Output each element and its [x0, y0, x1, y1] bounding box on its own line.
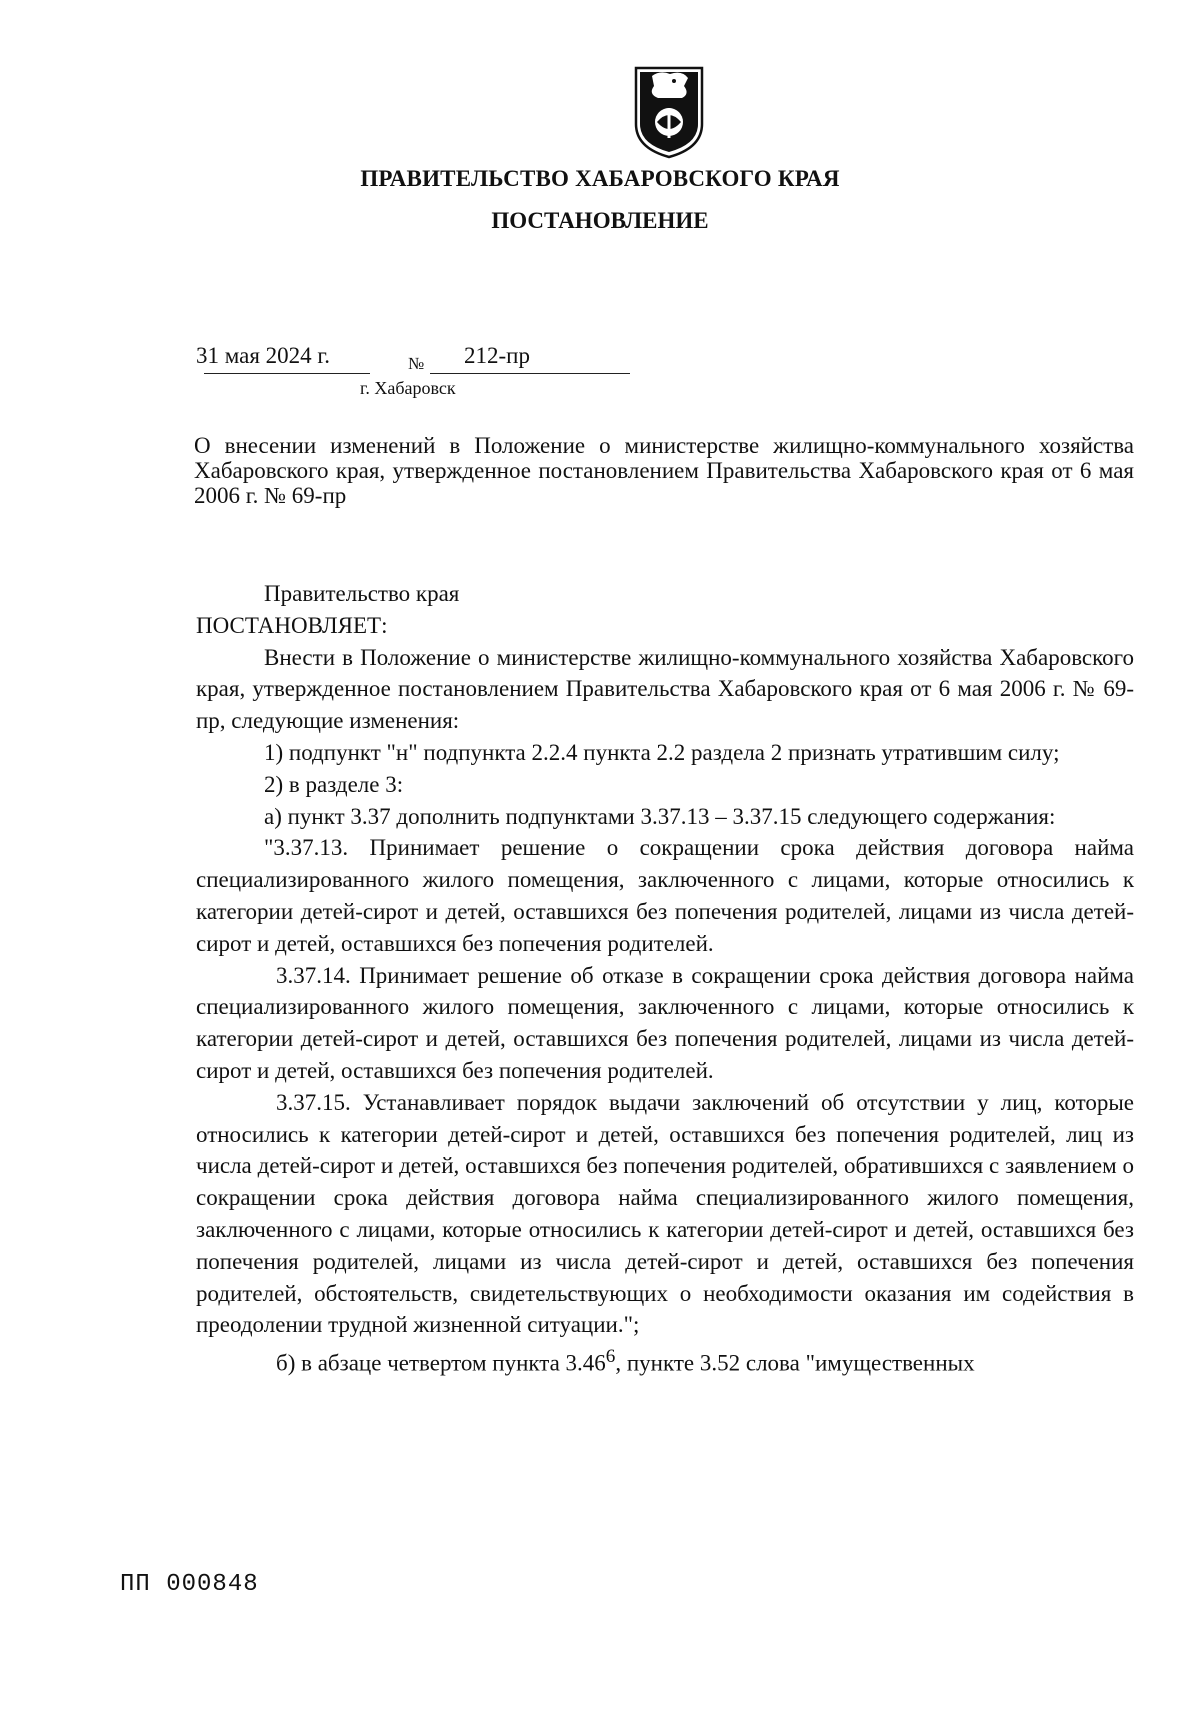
item-2: 2) в разделе 3: — [264, 771, 404, 797]
main-paragraph: Внести в Положение о министерстве жилищно-коммунального хозяйства Хабаровского края, утвержденное постановлением Правительства Хабаровского края от 6 мая 2006 г. № 69-пр, следующие изменения: — [196, 644, 1134, 734]
khabarovsk-krai-coat-of-arms-icon — [630, 64, 708, 160]
item-1: 1) подпункт "н" подпункта 2.2.4 пункта 2.2 раздела 2 признать утратившим силу; — [264, 739, 1060, 765]
item-2b-end: , пункте 3.52 слова "имущественных — [615, 1350, 975, 1376]
document-body — [196, 578, 1134, 1380]
number-underline — [430, 373, 630, 374]
item-2b-superscript: 6 — [605, 1346, 616, 1368]
document-subject: О внесении изменений в Положение о министерстве жилищно-коммунального хозяйства Хабаровского края, утвержденное постановлением Правительства Хабаровского края от 6 мая 2006 г. № 69-пр — [194, 433, 1134, 508]
document-number: 212-пр — [464, 343, 530, 368]
document-kind: ПОСТАНОВЛЕНИЕ — [491, 208, 709, 233]
number-sign: № — [408, 354, 425, 373]
intro-line: Правительство края — [264, 581, 460, 606]
document-city: г. Хабаровск — [360, 378, 456, 398]
form-code: ПП 000848 — [120, 1571, 259, 1598]
document-date: 31 мая 2024 г. — [196, 343, 331, 368]
date-underline — [204, 373, 370, 374]
government-title: ПРАВИТЕЛЬСТВО ХАБАРОВСКОГО КРАЯ — [360, 166, 840, 191]
item-2b-start: б) в абзаце четвертом пункта 3.46 — [276, 1350, 606, 1376]
subitem-3-37-13: "3.37.13. Принимает решение о сокращении срока действия договора найма специализированного жилого помещения, заключенного с лицами, которые относились к категории детей-сирот и детей, оставшихся без попечения родителей, лицами из числа детей-сирот и детей, оставшихся без попечения родителей. — [196, 835, 1134, 956]
item-2b — [196, 1341, 1134, 1379]
subitem-3-37-14: 3.37.14. Принимает решение об отказе в сокращении срока действия договора найма специализированного жилого помещения, заключенного с лицами, которые относились к категории детей-сирот и детей, оставшихся без попечения родителей, лицами из числа детей-сирот и детей, оставшихся без попечения родителей. — [196, 962, 1134, 1083]
subitem-3-37-15: 3.37.15. Устанавливает порядок выдачи заключений об отсутствии у лиц, которые относились к категории детей-сирот и детей, оставшихся без попечения родителей, лиц из числа детей-сирот и детей, оставшихся без попечения родителей, обратившихся с заявлением о сокращении срока действия договора найма специализированного жилого помещения, заключенного с лицами, которые относились к категории детей-сирот и детей, оставшихся без попечения родителей, лицами из числа детей-сирот и детей, оставшихся без попечения родителей, обстоятельств, свидетельствующих о необходимости оказания им содействия в преодолении трудной жизненной ситуации."; — [196, 1089, 1134, 1338]
resolves-line: ПОСТАНОВЛЯЕТ: — [196, 612, 388, 638]
item-2a: а) пункт 3.37 дополнить подпунктами 3.37.13 – 3.37.15 следующего содержания: — [264, 803, 1056, 829]
